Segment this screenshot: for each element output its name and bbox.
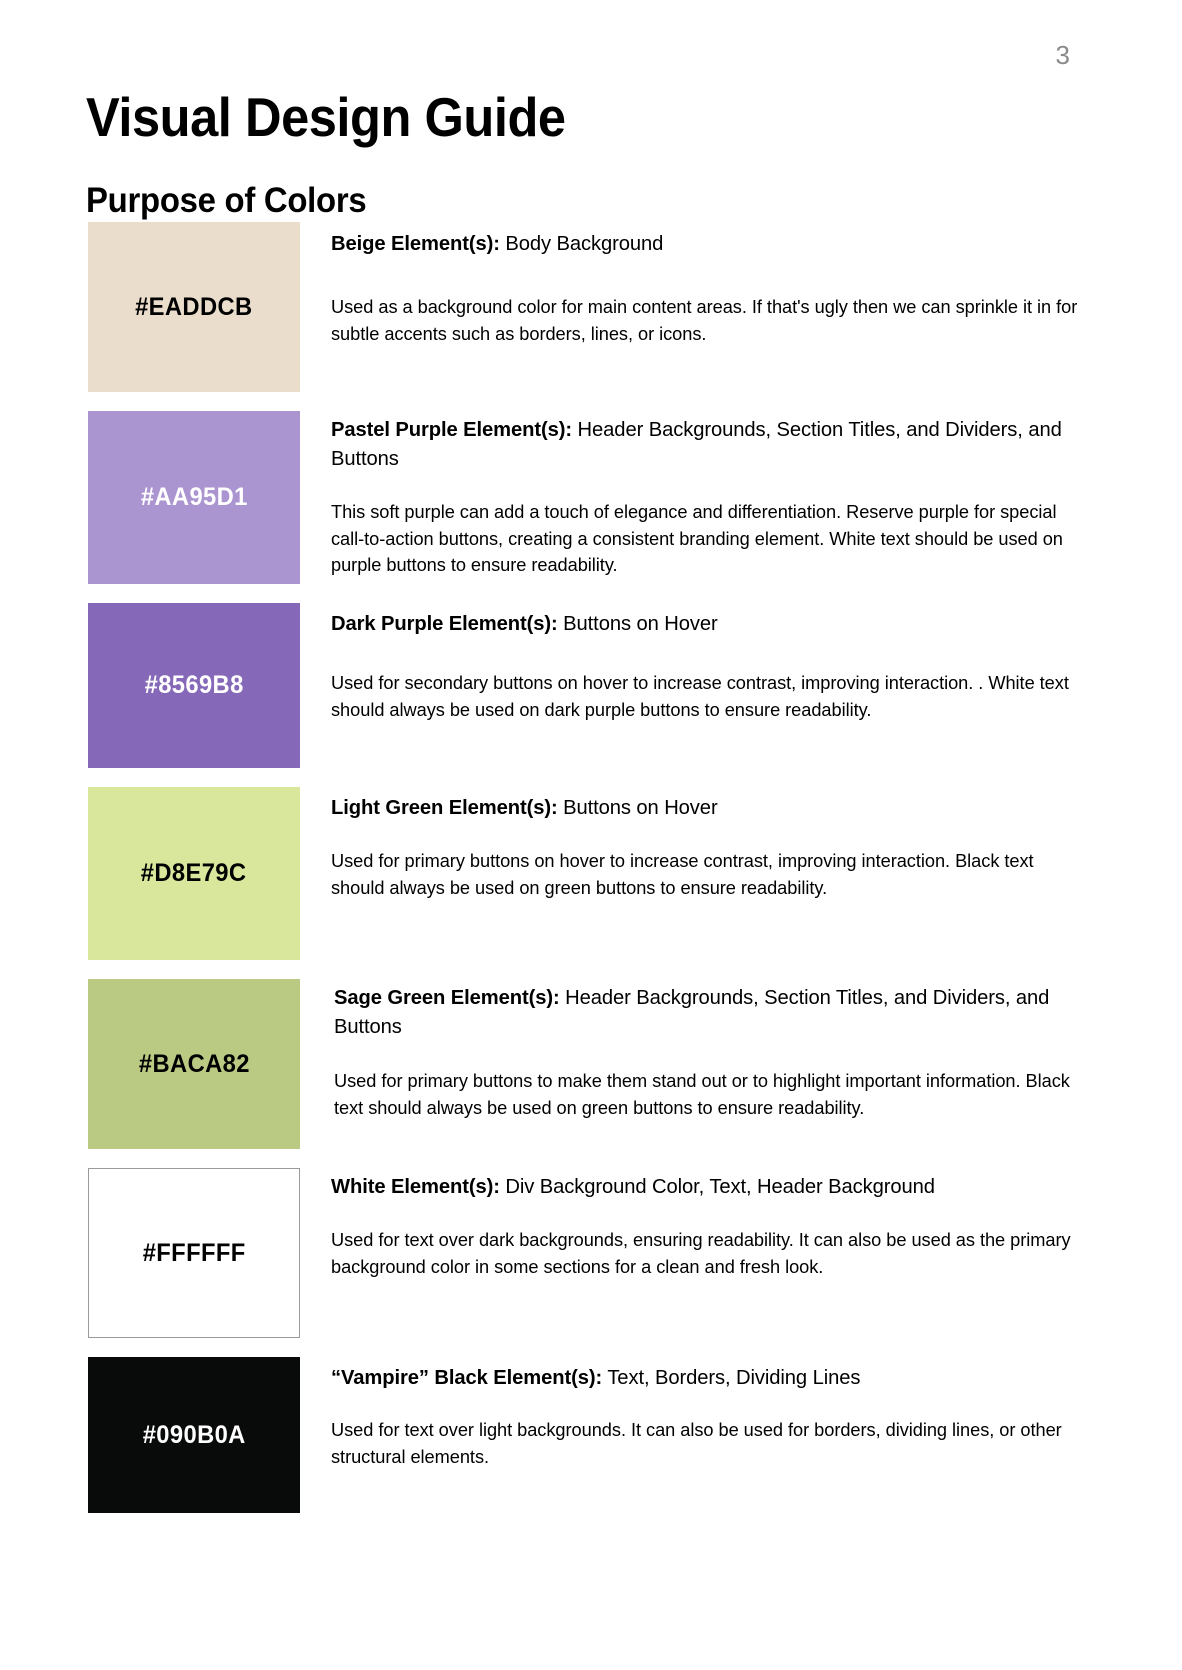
color-row-text: [300, 979, 1182, 1149]
color-row-description: Used for secondary buttons on hover to increase contrast, improving interaction. . White text should always be used on dark purple buttons to ensure readability.: [331, 672, 1069, 720]
color-swatch: [88, 979, 300, 1149]
swatch-hex-label: #090B0A: [142, 1420, 246, 1449]
color-row-heading-bold: Beige Element(s):: [331, 232, 500, 255]
color-row-heading-bold: Dark Purple Element(s):: [331, 612, 558, 635]
color-row-description: Used as a background color for main content areas. If that's ugly then we can sprinkle it in for subtle accents such as borders, lines, or icons.: [331, 296, 1078, 344]
color-row-heading: [331, 415, 1079, 473]
swatch-hex-label: #D8E79C: [141, 859, 247, 887]
swatch-hex-label: #AA95D1: [140, 483, 248, 511]
color-row: [0, 1357, 1182, 1513]
color-row-heading-bold: “Vampire” Black Element(s):: [331, 1366, 603, 1389]
color-row-text: [300, 603, 1182, 768]
color-row-heading-rest: Text, Borders, Dividing Lines: [602, 1366, 861, 1389]
color-row: [0, 222, 1182, 392]
color-row-heading-rest: Body Background: [499, 232, 664, 255]
color-row-heading: [331, 1363, 1079, 1392]
color-row-heading-bold: White Element(s):: [331, 1175, 500, 1198]
color-row-text: [300, 1357, 1182, 1513]
color-row-description: Used for text over dark backgrounds, ensuring readability. It can also be used as the primary background color in some sections for a clean and fresh look.: [331, 1229, 1071, 1277]
color-list: [0, 222, 1182, 1532]
color-row-text: [300, 411, 1182, 584]
color-row-heading-rest: Buttons on Hover: [557, 612, 718, 635]
color-swatch: [88, 787, 300, 960]
color-row: [0, 979, 1182, 1149]
color-swatch: [88, 411, 300, 584]
color-row: [0, 603, 1182, 768]
color-swatch: [88, 1168, 300, 1338]
swatch-hex-label: #8569B8: [144, 671, 244, 699]
color-row: [0, 787, 1182, 960]
color-swatch: [88, 222, 300, 392]
page-number: 3: [1055, 40, 1070, 70]
swatch-hex-label: #FFFFFF: [142, 1238, 246, 1267]
color-row: [0, 411, 1182, 584]
color-row-heading: [331, 1172, 1079, 1201]
color-row-description: Used for primary buttons on hover to increase contrast, improving interaction. Black text should always be used on green buttons to ensure readability.: [331, 850, 1034, 898]
color-swatch: [88, 603, 300, 768]
color-row-heading-rest: Div Background Color, Text, Header Background: [499, 1175, 935, 1198]
color-row-heading-bold: Sage Green Element(s):: [334, 986, 560, 1009]
color-row-text: [300, 787, 1182, 960]
color-row-heading: [331, 609, 1079, 638]
color-swatch: [88, 1357, 300, 1513]
color-row-heading-rest: Header Backgrounds, Section Titles, and Dividers, and Buttons: [331, 418, 1062, 471]
page-title: Visual Design Guide: [86, 85, 566, 148]
color-row-heading-rest: Buttons on Hover: [557, 796, 718, 819]
color-row-description: Used for text over light backgrounds. It can also be used for borders, dividing lines, or other structural elements.: [331, 1419, 1062, 1467]
color-row: [0, 1168, 1182, 1338]
color-row-description: Used for primary buttons to make them stand out or to highlight important information. Black text should always be used on green buttons to ensure readability.: [334, 1070, 1070, 1118]
color-row-heading-bold: Light Green Element(s):: [331, 796, 558, 819]
swatch-hex-label: #EADDCB: [135, 292, 253, 321]
color-row-heading: [331, 229, 1079, 258]
color-row-heading: [331, 793, 1079, 822]
section-title: Purpose of Colors: [86, 181, 367, 221]
color-row-text: [300, 222, 1182, 392]
color-row-description: This soft purple can add a touch of elegance and differentiation. Reserve purple for special call-to-action buttons, creating a consistent branding element. White text should be used on purple buttons to ensure readability.: [331, 501, 1063, 576]
color-row-heading: [334, 983, 1079, 1041]
swatch-hex-label: #BACA82: [138, 1049, 250, 1078]
color-row-heading-bold: Pastel Purple Element(s):: [331, 418, 573, 441]
color-row-heading-rest: Header Backgrounds, Section Titles, and Dividers, and Buttons: [334, 986, 1050, 1039]
color-row-text: [300, 1168, 1182, 1338]
